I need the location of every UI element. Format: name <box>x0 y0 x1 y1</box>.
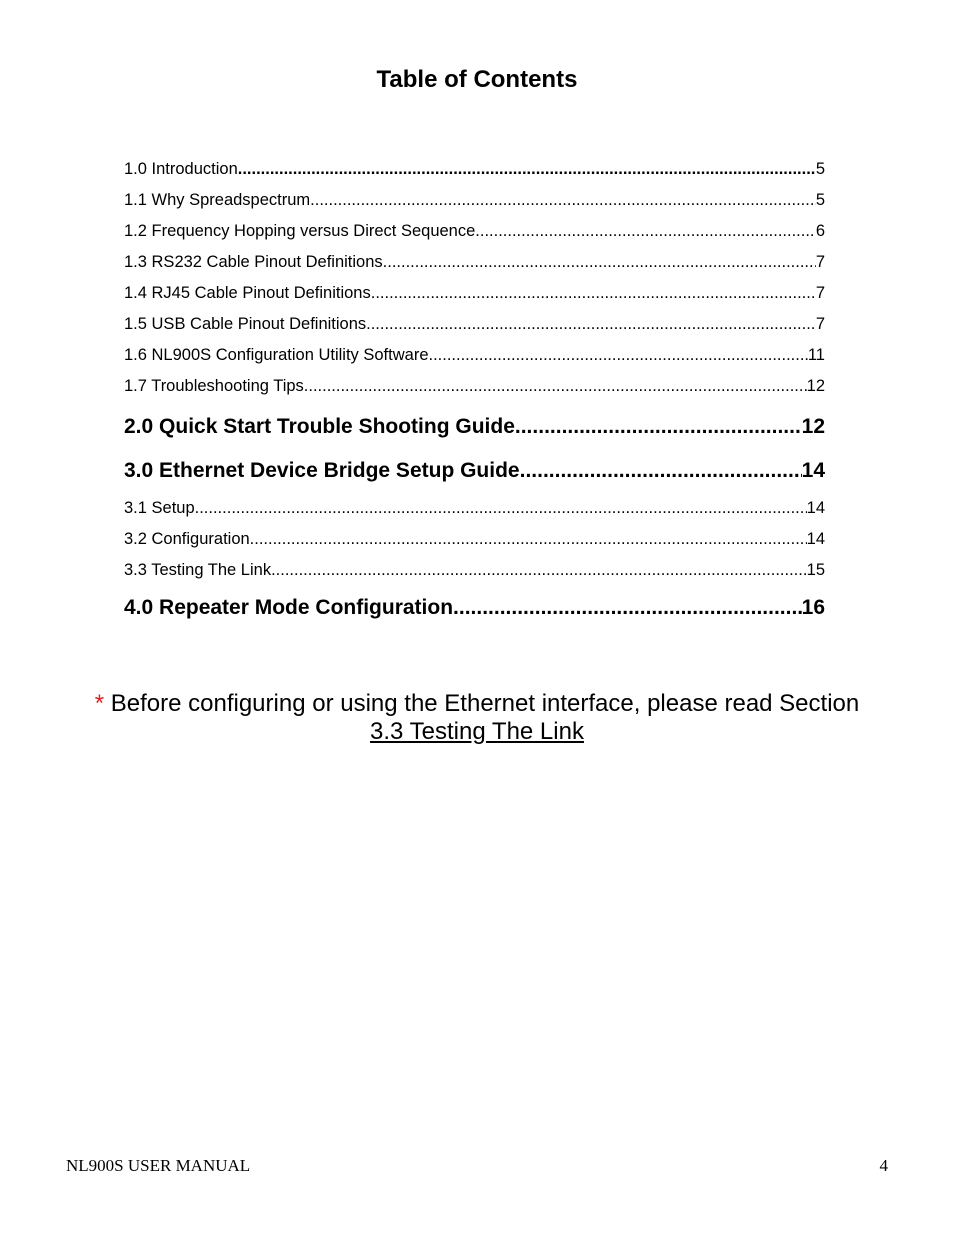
dot-leader <box>366 309 816 340</box>
page-footer <box>66 1156 888 1176</box>
toc-entry-repeater-mode[interactable] <box>124 586 825 630</box>
dot-leader <box>515 405 802 449</box>
toc-entry-config-utility[interactable] <box>124 340 825 371</box>
note-text: Before configuring or using the Ethernet interface, please read Section <box>104 690 860 717</box>
toc-entry-why-spreadspectrum[interactable] <box>124 185 825 216</box>
ethernet-warning-note <box>0 690 954 746</box>
toc-entry-page: 14 <box>801 459 825 482</box>
toc-entry-troubleshooting-tips[interactable] <box>124 371 825 402</box>
toc-entry-page: 14 <box>806 530 825 548</box>
toc-entry-label: 1.2 Frequency Hopping versus Direct Sequence <box>124 222 476 240</box>
toc-entry-label: 1.0 Introduction <box>124 160 238 178</box>
toc-entry-label: 1.3 RS232 Cable Pinout Definitions <box>124 253 383 271</box>
page-title: Table of Contents <box>376 66 578 93</box>
dot-leader <box>383 247 816 278</box>
toc-entry-usb-pinout[interactable] <box>124 309 825 340</box>
toc-entry-page: 12 <box>806 377 825 395</box>
toc-entry-label: 1.4 RJ45 Cable Pinout Definitions <box>124 284 371 302</box>
toc-entry-label: 3.0 Ethernet Device Bridge Setup Guide <box>124 459 520 482</box>
dot-leader <box>250 524 807 555</box>
toc-entry-testing-the-link[interactable] <box>124 555 825 586</box>
toc-entry-label: 3.2 Configuration <box>124 530 250 548</box>
dot-leader <box>271 555 807 586</box>
dot-leader <box>304 371 807 402</box>
toc-entry-label: 3.1 Setup <box>124 499 195 517</box>
toc-entry-rs232-pinout[interactable] <box>124 247 825 278</box>
toc-entry-introduction[interactable] <box>124 154 825 185</box>
toc-entry-page: 7 <box>815 253 825 271</box>
toc-entry-page: 5 <box>815 160 825 178</box>
toc-entry-frequency-hopping[interactable] <box>124 216 825 247</box>
toc-entry-label: 1.6 NL900S Configuration Utility Software <box>124 346 429 364</box>
footer-manual-title: NL900S USER MANUAL <box>66 1156 251 1175</box>
toc-entry-quick-start-guide[interactable] <box>124 405 825 449</box>
toc-entry-page: 16 <box>801 596 825 619</box>
toc-entry-page: 12 <box>801 415 825 438</box>
toc-entry-page: 7 <box>815 284 825 302</box>
dot-leader <box>195 493 807 524</box>
toc-entry-setup[interactable] <box>124 493 825 524</box>
toc-entry-page: 14 <box>806 499 825 517</box>
page-number: 4 <box>879 1156 888 1175</box>
toc-entry-page: 11 <box>807 346 825 364</box>
dot-leader <box>310 185 816 216</box>
asterisk-marker: * <box>94 690 105 717</box>
dot-leader <box>429 340 808 371</box>
section-link-testing-the-link[interactable]: 3.3 Testing The Link <box>370 718 584 745</box>
toc-entry-label: 1.5 USB Cable Pinout Definitions <box>124 315 367 333</box>
dot-leader <box>371 278 816 309</box>
toc-entry-configuration[interactable] <box>124 524 825 555</box>
toc-entry-label: 1.7 Troubleshooting Tips <box>124 377 304 395</box>
toc-entry-label: 4.0 Repeater Mode Configuration <box>124 596 454 619</box>
dot-leader <box>475 216 816 247</box>
dot-leader <box>453 586 802 630</box>
dot-leader <box>520 449 802 493</box>
toc-entry-label: 1.1 Why Spreadspectrum <box>124 191 311 209</box>
toc-entry-page: 7 <box>815 315 825 333</box>
toc-entry-page: 15 <box>806 561 825 579</box>
toc-entry-label: 2.0 Quick Start Trouble Shooting Guide <box>124 415 515 438</box>
toc-entry-ethernet-bridge-guide[interactable] <box>124 449 825 493</box>
table-of-contents <box>124 154 825 630</box>
toc-entry-page: 5 <box>815 191 825 209</box>
toc-entry-page: 6 <box>815 222 825 240</box>
toc-entry-rj45-pinout[interactable] <box>124 278 825 309</box>
toc-entry-label: 3.3 Testing The Link <box>124 561 272 579</box>
dot-leader <box>238 154 816 185</box>
